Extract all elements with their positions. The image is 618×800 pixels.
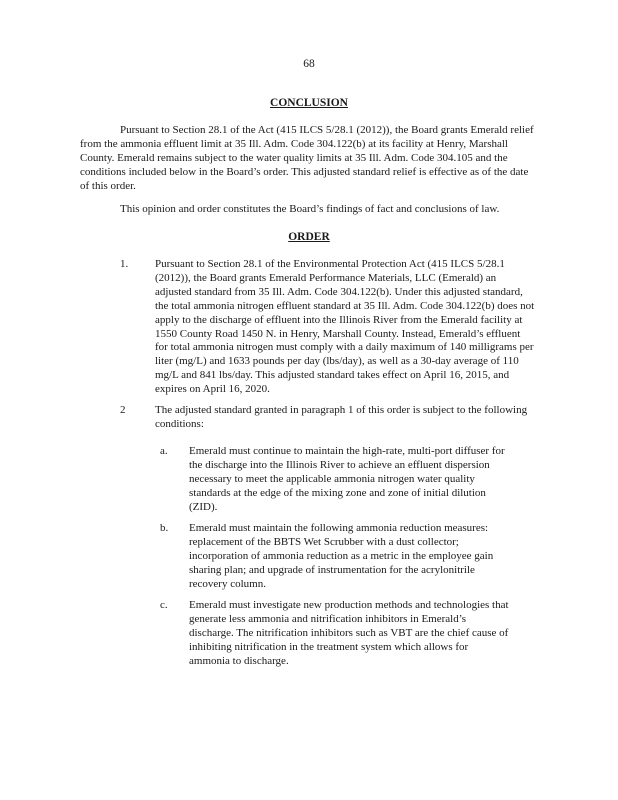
condition-b-text: Emerald must maintain the following ammonia reduction measures: replacement of the BBTS Wet Scrubber with a dust collector; incorporation of ammonia reduction as a metric in the employee gain sharing plan; and upgrade of instrumentation for the acrylonitrile recovery column.: [189, 522, 494, 590]
order-item-1-text: Pursuant to Section 28.1 of the Environmental Protection Act (415 ILCS 5/28.1 (2012)), the Board grants Emerald Performance Materials, LLC (Emerald) an adjusted standard from 35 Ill. Adm. Code 304.122(b). Under this adjusted standard, the total ammonia nitrogen effluent standard at 35 Ill. Adm. Code 304.122(b) does not apply to the discharge of effluent into the Illinois River from the Emerald facility at 1550 County Road 1450 N. in Henry, Marshall County. Instead, Emerald’s effluent for total ammonia nitrogen must comply with a daily maximum of 140 milligrams per liter (mg/L) and 1633 pounds per day (lbs/day), as well as a 30-day average of 110 mg/L and 841 lbs/day. This adjusted standard takes effect on April 16, 2015, and expires on April 16, 2020.: [155, 258, 535, 396]
conclusion-paragraph-2: This opinion and order constitutes the Board’s findings of fact and conclusions of law.: [120, 203, 500, 215]
condition-a-letter: a.: [160, 445, 168, 457]
condition-c-text: Emerald must investigate new production methods and technologies that generate less ammonia and nitrification inhibitors in Emerald’s discharge. The nitrification inhibitors such as VBT are the chief cause of inhibiting nitrification in the treatment system which allows for ammonia to discharge.: [189, 599, 509, 667]
page-number: 68: [303, 58, 315, 70]
conclusion-paragraph-1: Pursuant to Section 28.1 of the Act (415 ILCS 5/28.1 (2012)), the Board grants Emerald relief from the ammonia effluent limit at 35 Ill. Adm. Code 304.122(b) at its facility at Henry, Marshall County. Emerald remains subject to the water quality limits at 35 Ill. Adm. Code 304.105 and the conditions included below in the Board’s order. This adjusted standard relief is effective as of the date of this order.: [80, 124, 534, 192]
order-heading: ORDER: [288, 231, 330, 243]
order-item-1-number: 1.: [120, 258, 129, 270]
condition-c-letter: c.: [160, 599, 168, 611]
condition-b-letter: b.: [160, 522, 169, 534]
condition-a-text: Emerald must continue to maintain the high-rate, multi-port diffuser for the discharge into the Illinois River to achieve an effluent dispersion necessary to meet the applicable ammonia nitrogen water quality standards at the edge of the mixing zone and zone of initial dilution (ZID).: [189, 445, 505, 513]
conclusion-heading: CONCLUSION: [270, 97, 348, 109]
order-item-2-number: 2: [120, 404, 126, 416]
order-item-2-text: The adjusted standard granted in paragraph 1 of this order is subject to the following conditions:: [155, 404, 528, 430]
